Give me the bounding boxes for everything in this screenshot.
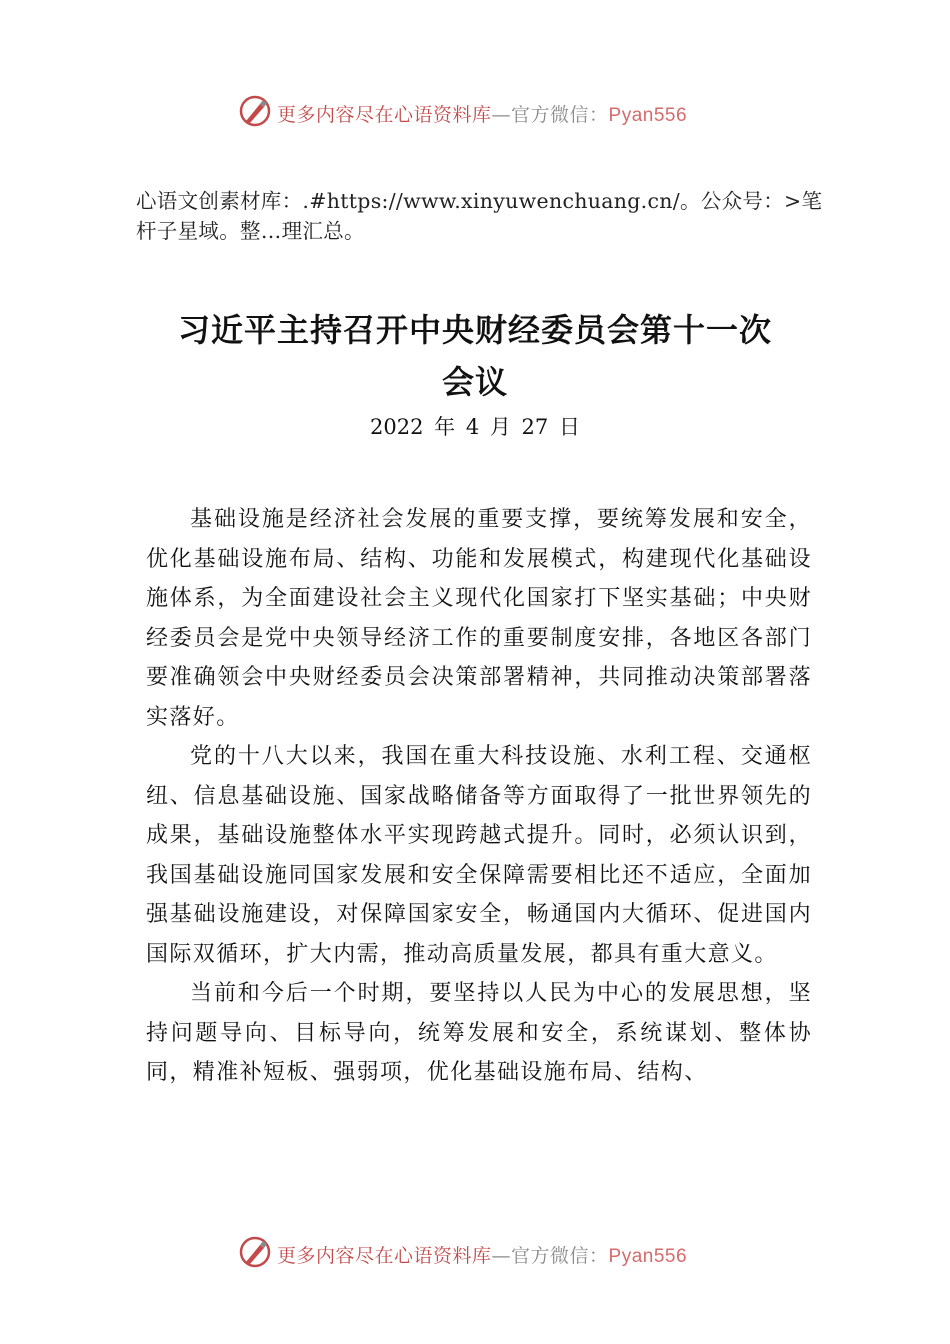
- footer-watermark: [0, 1233, 950, 1273]
- article-body: [146, 500, 812, 1093]
- watermark-text: 更多内容尽在心语资料库—官方微信：Pyan556: [277, 104, 688, 126]
- article-title: [120, 304, 830, 408]
- paragraph: 当前和今后一个时期，要坚持以人民为中心的发展思想，坚持问题导向、目标导向，统筹发展和安全，系统谋划、整体协同，精准补短板、强弱项，优化基础设施布局、结构、: [146, 981, 812, 1085]
- paragraph: 党的十八大以来，我国在重大科技设施、水利工程、交通枢纽、信息基础设施、国家战略储备等方面取得了一批世界领先的成果，基础设施整体水平实现跨越式提升。同时，必须认识到，我国基础设施同国家发展和安全保障需要相比还不适应，全面加强基础设施建设，对保障国家安全，畅通国内大循环、促进国内国际双循环，扩大内需，推动高质量发展，都具有重大意义。: [146, 744, 812, 967]
- pen-logo-icon: [238, 94, 272, 128]
- source-note: 心语文创素材库：.#https://www.xinyuwenchuang.cn/。公众号：>笔杆子星域。整…理汇总。: [136, 189, 823, 243]
- pen-logo-icon: [238, 1235, 272, 1269]
- article-date: 2022 年 4 月 27 日: [370, 415, 580, 439]
- watermark-text: 更多内容尽在心语资料库—官方微信：Pyan556: [277, 1245, 688, 1267]
- title-line-1: 习近平主持召开中央财经委员会第十一次: [177, 311, 772, 349]
- title-line-2: 会议: [441, 363, 508, 401]
- header-watermark: [0, 92, 950, 132]
- paragraph: 基础设施是经济社会发展的重要支撑，要统筹发展和安全，优化基础设施布局、结构、功能和发展模式，构建现代化基础设施体系，为全面建设社会主义现代化国家打下坚实基础；中央财经委员会是党中央领导经济工作的重要制度安排，各地区各部门要准确领会中央财经委员会决策部署精神，共同推动决策部署落实落好。: [146, 507, 812, 730]
